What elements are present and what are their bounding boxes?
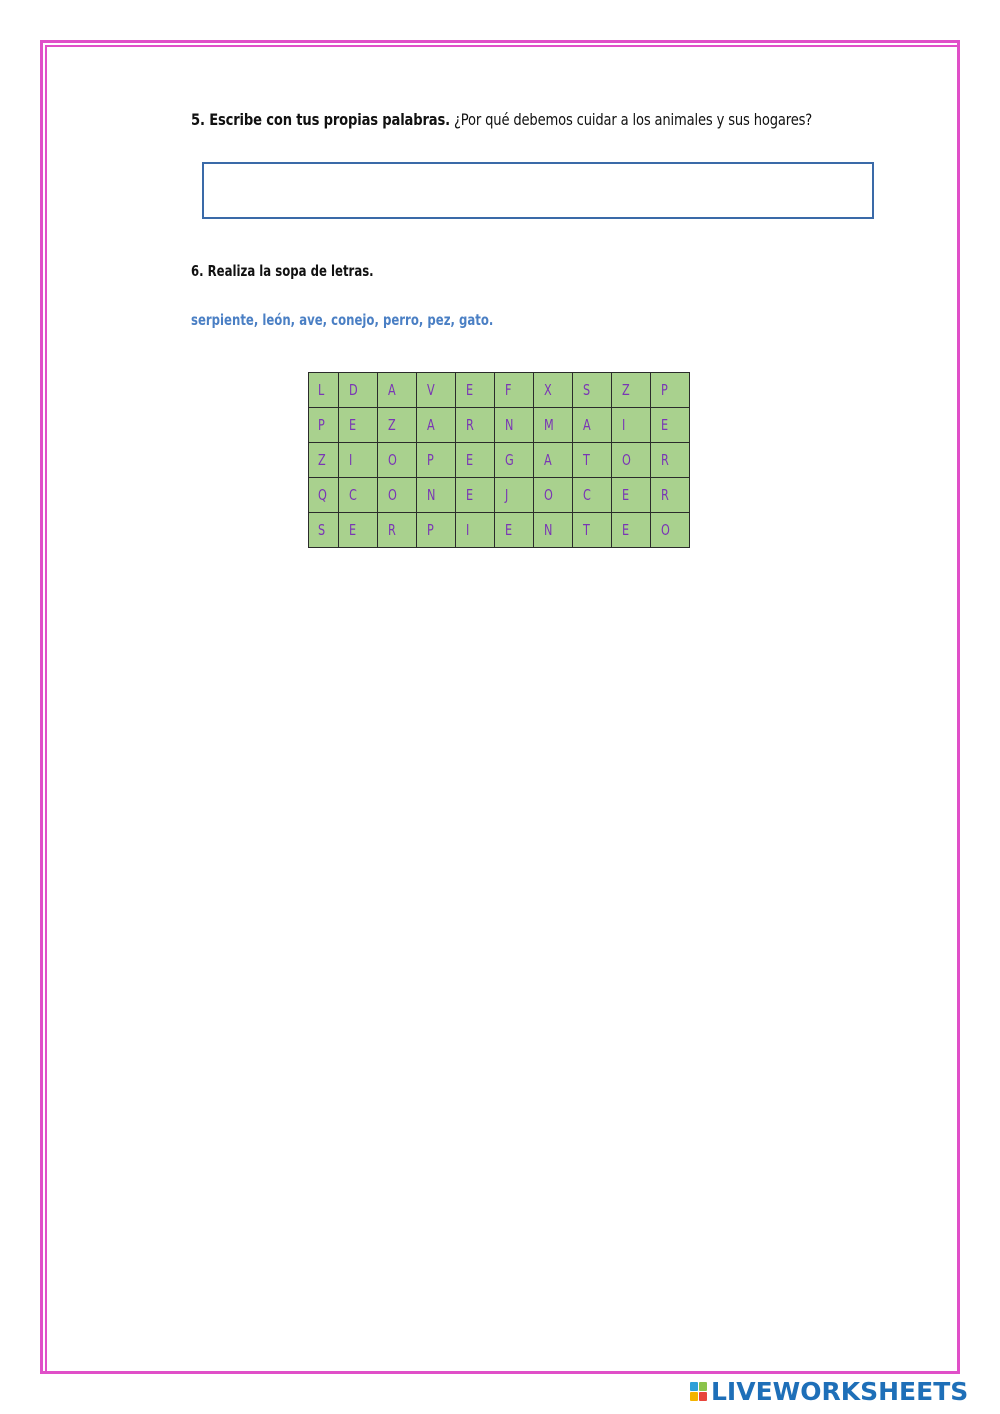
- word-search-cell[interactable]: [378, 373, 417, 408]
- word-search-letter: A: [583, 416, 591, 434]
- word-search-letter: E: [622, 486, 630, 504]
- word-search-letter: A: [427, 416, 435, 434]
- word-search-letter: P: [318, 416, 325, 434]
- word-search-cell[interactable]: [573, 443, 612, 478]
- question-5-lead: 5. Escribe con tus propias palabras.: [191, 110, 450, 129]
- word-search-cell[interactable]: [612, 513, 651, 548]
- word-search-letter: L: [318, 381, 325, 399]
- word-search-letter: V: [427, 381, 435, 399]
- word-search-letter: S: [583, 381, 591, 399]
- word-search-cell[interactable]: [495, 443, 534, 478]
- word-search-letter: C: [583, 486, 591, 504]
- word-search-letter: E: [466, 451, 474, 469]
- word-search-letter: E: [466, 486, 474, 504]
- word-search-letter: C: [349, 486, 357, 504]
- word-search-cell[interactable]: [417, 373, 456, 408]
- word-search-letter: T: [583, 521, 590, 539]
- word-search-letter: S: [318, 521, 326, 539]
- word-search-row: [309, 408, 690, 443]
- liveworksheets-logo: [690, 1376, 968, 1406]
- page-border-inner: [45, 45, 959, 1373]
- word-search-cell[interactable]: [651, 443, 690, 478]
- word-search-letter: E: [349, 416, 357, 434]
- word-search-row: [309, 478, 690, 513]
- word-search-cell[interactable]: [612, 373, 651, 408]
- word-search-letter: P: [661, 381, 668, 399]
- word-search-letter: E: [661, 416, 669, 434]
- word-search-letter: O: [544, 486, 553, 504]
- word-search-grid: [308, 372, 690, 548]
- word-search-cell[interactable]: [339, 373, 378, 408]
- word-search-cell[interactable]: [573, 513, 612, 548]
- word-search-letter: O: [661, 521, 670, 539]
- word-search-cell[interactable]: [339, 513, 378, 548]
- question-5-text: ¿Por qué debemos cuidar a los animales y sus hogares?: [449, 110, 813, 129]
- word-search-letter: M: [544, 416, 554, 434]
- word-search-cell[interactable]: [417, 478, 456, 513]
- word-search-letter: R: [466, 416, 474, 434]
- word-search-letter: Z: [388, 416, 396, 434]
- word-search-cell[interactable]: [417, 408, 456, 443]
- word-search-cell[interactable]: [534, 373, 573, 408]
- word-search-letter: I: [349, 451, 353, 469]
- word-search-cell[interactable]: [651, 408, 690, 443]
- word-search-letter: R: [661, 451, 669, 469]
- word-search-letter: G: [505, 451, 514, 469]
- word-search-cell[interactable]: [612, 408, 651, 443]
- word-search-letter: I: [466, 521, 470, 539]
- word-search-letter: P: [427, 451, 434, 469]
- word-search-letter: N: [427, 486, 436, 504]
- word-search-cell[interactable]: [534, 408, 573, 443]
- word-search-cell[interactable]: [309, 373, 339, 408]
- word-search-cell[interactable]: [417, 513, 456, 548]
- word-search-letter: D: [349, 381, 358, 399]
- word-search-cell[interactable]: [309, 443, 339, 478]
- word-search-cell[interactable]: [456, 373, 495, 408]
- word-search-row: [309, 513, 690, 548]
- word-search-cell[interactable]: [534, 443, 573, 478]
- word-search-letter: O: [388, 486, 397, 504]
- word-search-letter: T: [583, 451, 590, 469]
- word-search-letter: X: [544, 381, 552, 399]
- word-search-letter: J: [505, 486, 509, 504]
- word-search-cell[interactable]: [339, 478, 378, 513]
- word-search-letter: E: [505, 521, 513, 539]
- word-search-letter: Q: [318, 486, 327, 504]
- word-search-letter: Z: [318, 451, 326, 469]
- word-search-cell[interactable]: [378, 478, 417, 513]
- liveworksheets-logo-text: LIVEWORKSHEETS: [711, 1376, 969, 1406]
- word-search-letter: F: [505, 381, 512, 399]
- word-search-letter: N: [544, 521, 553, 539]
- word-search-cell[interactable]: [612, 443, 651, 478]
- word-search-cell[interactable]: [495, 513, 534, 548]
- question-5-answer-input[interactable]: [202, 162, 874, 219]
- word-search-letter: Z: [622, 381, 630, 399]
- word-search-cell[interactable]: [417, 443, 456, 478]
- word-search-row: [309, 443, 690, 478]
- word-search-cell[interactable]: [612, 478, 651, 513]
- word-search-cell[interactable]: [339, 443, 378, 478]
- word-search-cell[interactable]: [456, 478, 495, 513]
- word-search-cell[interactable]: [378, 513, 417, 548]
- word-search-cell[interactable]: [651, 478, 690, 513]
- word-search-cell[interactable]: [534, 513, 573, 548]
- word-search-cell[interactable]: [573, 478, 612, 513]
- word-search-cell[interactable]: [534, 478, 573, 513]
- word-search-cell[interactable]: [573, 373, 612, 408]
- word-search-cell[interactable]: [456, 408, 495, 443]
- word-search-cell[interactable]: [339, 408, 378, 443]
- word-search-letter: A: [544, 451, 552, 469]
- word-search-letter: E: [622, 521, 630, 539]
- word-search-letter: E: [349, 521, 357, 539]
- word-search-cell[interactable]: [456, 513, 495, 548]
- word-search-cell[interactable]: [309, 513, 339, 548]
- word-search-letter: O: [388, 451, 397, 469]
- word-search-cell[interactable]: [378, 408, 417, 443]
- word-search-letter: O: [622, 451, 631, 469]
- word-search-letter: I: [622, 416, 626, 434]
- liveworksheets-logo-icon: [690, 1382, 707, 1401]
- word-search-row: [309, 373, 690, 408]
- word-search-cell[interactable]: [495, 408, 534, 443]
- word-search-letter: P: [427, 521, 434, 539]
- word-search-cell[interactable]: [651, 513, 690, 548]
- word-search-letter: A: [388, 381, 396, 399]
- word-search-letter: E: [466, 381, 474, 399]
- word-search-letter: R: [388, 521, 396, 539]
- word-search-cell[interactable]: [573, 408, 612, 443]
- word-list: serpiente, león, ave, conejo, perro, pez, gato.: [191, 311, 494, 329]
- question-6-title: 6. Realiza la sopa de letras.: [191, 262, 374, 280]
- question-5-prompt: [191, 110, 813, 129]
- word-search-cell[interactable]: [309, 408, 339, 443]
- word-search-cell[interactable]: [456, 443, 495, 478]
- word-search-letter: N: [505, 416, 514, 434]
- word-search-cell[interactable]: [495, 373, 534, 408]
- word-search-cell[interactable]: [495, 478, 534, 513]
- word-search-letter: R: [661, 486, 669, 504]
- word-search-cell[interactable]: [378, 443, 417, 478]
- word-search-cell[interactable]: [651, 373, 690, 408]
- word-search-cell[interactable]: [309, 478, 339, 513]
